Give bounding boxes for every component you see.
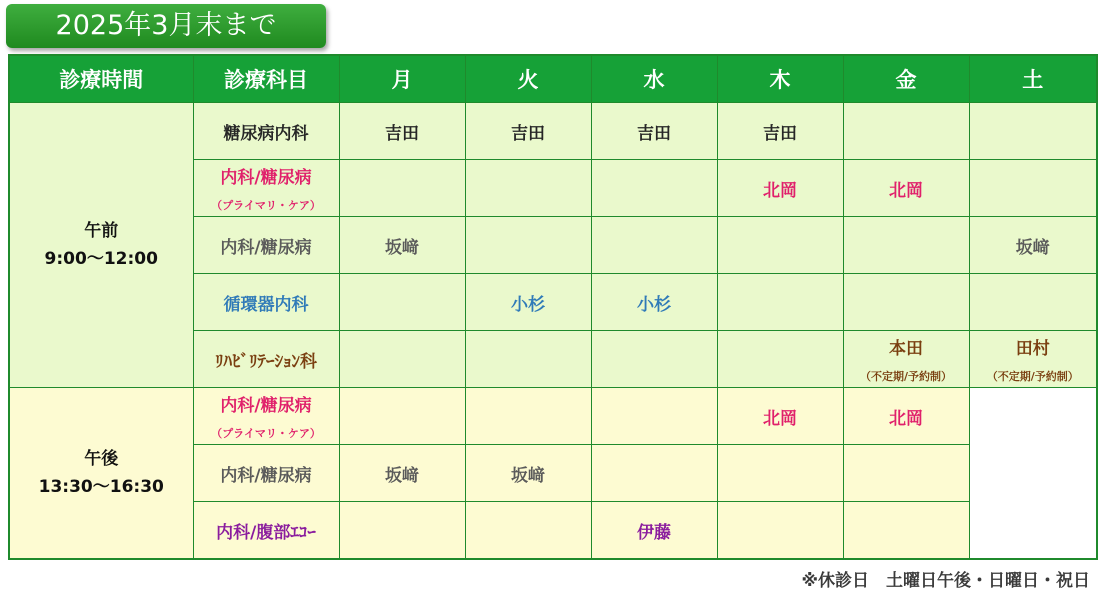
doctor-cell xyxy=(969,331,1097,388)
doctor-cell xyxy=(465,217,591,274)
doctor-cell xyxy=(339,331,465,388)
header-tue: 火 xyxy=(465,55,591,103)
doctor-cell: 坂﨑 xyxy=(339,445,465,502)
doctor-cell xyxy=(339,388,465,445)
doctor-cell: 吉田 xyxy=(339,103,465,160)
doctor-cell: 坂﨑 xyxy=(339,217,465,274)
schedule-period-title: 2025年3月末まで xyxy=(6,4,326,48)
doctor-cell xyxy=(465,502,591,560)
doctor-cell: 小杉 xyxy=(465,274,591,331)
header-fri: 金 xyxy=(843,55,969,103)
doctor-cell xyxy=(465,388,591,445)
doctor-cell xyxy=(717,445,843,502)
doctor-cell: 北岡 xyxy=(843,388,969,445)
doctor-cell xyxy=(969,274,1097,331)
doctor-cell: 吉田 xyxy=(717,103,843,160)
dept-cell: ﾘﾊﾋﾞﾘﾃｰｼｮﾝ科 xyxy=(193,331,339,388)
doctor-cell: 小杉 xyxy=(591,274,717,331)
doctor-cell: 吉田 xyxy=(591,103,717,160)
doctor-cell xyxy=(969,103,1097,160)
doctor-cell: 北岡 xyxy=(717,160,843,217)
doctor-cell: 坂﨑 xyxy=(465,445,591,502)
dept-cell: 循環器内科 xyxy=(193,274,339,331)
doctor-cell xyxy=(339,160,465,217)
header-time: 診療時間 xyxy=(9,55,193,103)
doctor-note: （不定期/予約制） xyxy=(859,370,953,383)
doctor-cell xyxy=(843,217,969,274)
dept-cell: 内科/糖尿病 xyxy=(193,217,339,274)
dept-sublabel: （プライマリ・ケア） xyxy=(211,199,321,212)
doctor-cell xyxy=(465,160,591,217)
doctor-cell xyxy=(591,217,717,274)
doctor-cell xyxy=(717,331,843,388)
dept-cell: 内科/糖尿病 xyxy=(193,445,339,502)
closed-days-note: ※休診日 土曜日午後・日曜日・祝日 xyxy=(801,571,1090,591)
dept-sublabel: （プライマリ・ケア） xyxy=(211,427,321,440)
dept-cell xyxy=(193,388,339,445)
doctor-cell xyxy=(591,445,717,502)
doctor-cell: 伊藤 xyxy=(591,502,717,560)
doctor-cell xyxy=(465,331,591,388)
doctor-cell xyxy=(339,274,465,331)
doctor-cell: 北岡 xyxy=(717,388,843,445)
doctor-cell xyxy=(843,502,969,560)
pm-time: 13:30〜16:30 xyxy=(38,477,164,497)
header-row xyxy=(9,55,1097,103)
doctor-name: 本田 xyxy=(889,339,923,359)
header-sat: 土 xyxy=(969,55,1097,103)
pm-label: 午後 xyxy=(84,449,119,469)
doctor-cell: 吉田 xyxy=(465,103,591,160)
header-thu: 木 xyxy=(717,55,843,103)
doctor-cell xyxy=(843,103,969,160)
doctor-cell xyxy=(339,502,465,560)
doctor-cell: 坂﨑 xyxy=(969,217,1097,274)
doctor-note: （不定期/予約制） xyxy=(986,370,1079,383)
table-row xyxy=(9,388,1097,445)
dept-cell: 糖尿病内科 xyxy=(193,103,339,160)
closed-cell xyxy=(969,388,1097,560)
schedule-table xyxy=(8,54,1098,560)
doctor-cell xyxy=(717,274,843,331)
dept-cell: 内科/腹部ｴｺｰ xyxy=(193,502,339,560)
doctor-cell xyxy=(717,502,843,560)
doctor-cell xyxy=(591,160,717,217)
header-wed: 水 xyxy=(591,55,717,103)
dept-cell xyxy=(193,160,339,217)
header-department: 診療科目 xyxy=(193,55,339,103)
am-time: 9:00〜12:00 xyxy=(44,249,158,269)
doctor-cell xyxy=(591,388,717,445)
doctor-cell xyxy=(969,160,1097,217)
doctor-cell: 北岡 xyxy=(843,160,969,217)
pm-period-cell xyxy=(9,388,193,560)
doctor-cell xyxy=(717,217,843,274)
am-period-cell xyxy=(9,103,193,388)
doctor-name: 田村 xyxy=(1015,339,1050,359)
table-row xyxy=(9,103,1097,160)
doctor-cell xyxy=(843,274,969,331)
dept-label: 内科/糖尿病 xyxy=(220,396,312,416)
doctor-cell xyxy=(591,331,717,388)
doctor-cell xyxy=(843,331,969,388)
dept-label: 内科/糖尿病 xyxy=(220,168,312,188)
header-mon: 月 xyxy=(339,55,465,103)
am-label: 午前 xyxy=(84,221,119,241)
doctor-cell xyxy=(843,445,969,502)
